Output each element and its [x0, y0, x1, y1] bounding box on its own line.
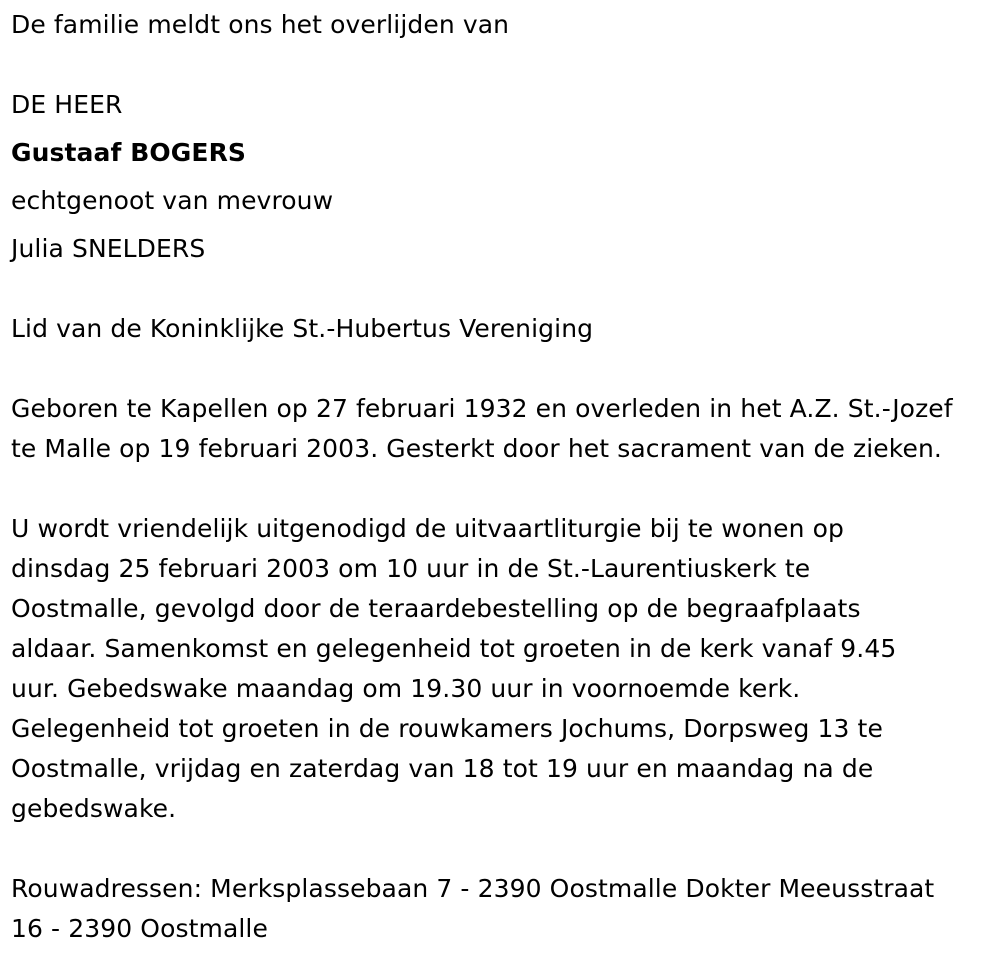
- spouse-prefix: echtgenoot van mevrouw: [11, 186, 334, 215]
- funeral-line: gebedswake.: [11, 794, 177, 823]
- birth-death-line: te Malle op 19 februari 2003. Gesterkt door het sacrament van de zieken.: [11, 434, 942, 463]
- funeral-line: Oostmalle, vrijdag en zaterdag van 18 tot 19 uur en maandag na de: [11, 754, 874, 783]
- spouse-name: Julia SNELDERS: [11, 234, 206, 263]
- intro-text: De familie meldt ons het overlijden van: [11, 10, 510, 39]
- funeral-line: U wordt vriendelijk uitgenodigd de uitvaartliturgie bij te wonen op: [11, 514, 844, 543]
- funeral-line: uur. Gebedswake maandag om 19.30 uur in voornoemde kerk.: [11, 674, 801, 703]
- honorific: DE HEER: [11, 90, 123, 119]
- funeral-line: dinsdag 25 februari 2003 om 10 uur in de St.-Laurentiuskerk te: [11, 554, 811, 583]
- funeral-line: aldaar. Samenkomst en gelegenheid tot groeten in de kerk vanaf 9.45: [11, 634, 897, 663]
- deceased-name: Gustaaf BOGERS: [11, 138, 247, 167]
- funeral-line: Oostmalle, gevolgd door de teraardebestelling op de begraafplaats: [11, 594, 861, 623]
- membership-text: Lid van de Koninklijke St.-Hubertus Vereniging: [11, 314, 594, 343]
- funeral-line: Gelegenheid tot groeten in de rouwkamers Jochums, Dorpsweg 13 te: [11, 714, 883, 743]
- address-line: Rouwadressen: Merksplassebaan 7 - 2390 Oostmalle Dokter Meeusstraat: [11, 874, 935, 903]
- address-line: 16 - 2390 Oostmalle: [11, 914, 268, 943]
- birth-death-line: Geboren te Kapellen op 27 februari 1932 en overleden in het A.Z. St.-Jozef: [11, 394, 953, 423]
